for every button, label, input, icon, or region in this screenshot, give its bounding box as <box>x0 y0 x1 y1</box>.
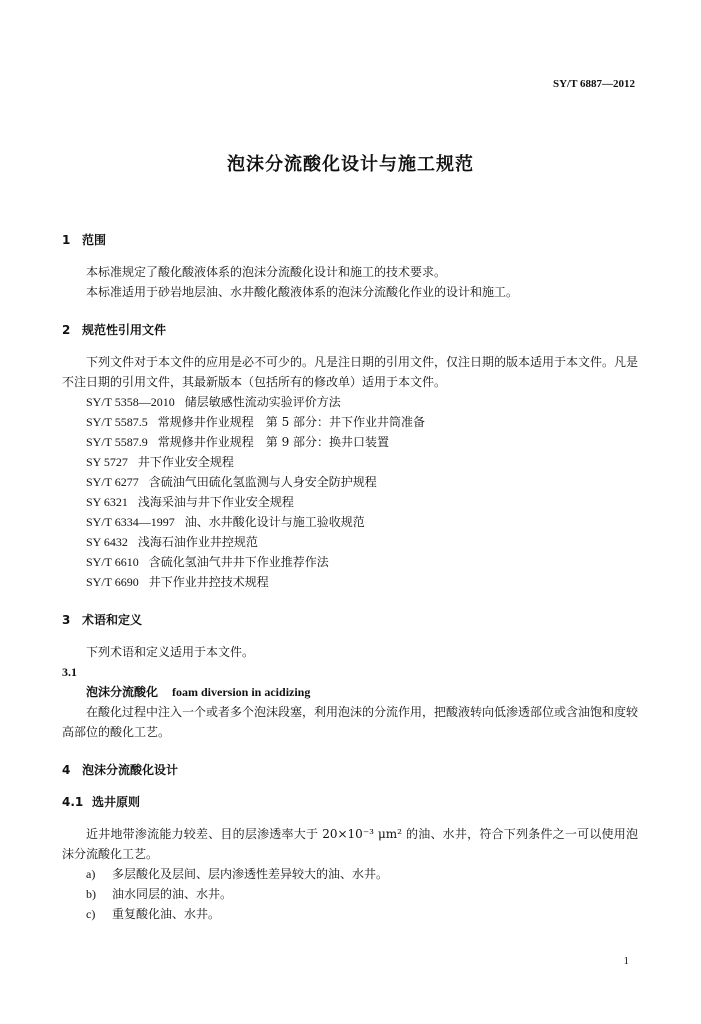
section-number: 4 <box>62 763 71 777</box>
reference-title: 油、水井酸化设计与施工验收规范 <box>184 515 365 529</box>
term-entry <box>62 682 638 702</box>
reference-item <box>62 472 638 492</box>
reference-item <box>62 412 638 432</box>
reference-code: SY/T 6277 <box>86 475 139 489</box>
standard-code: SY/T 6887—2012 <box>552 78 635 90</box>
reference-code: SY/T 5358—2010 <box>86 395 175 409</box>
reference-code: SY/T 5587.5 <box>86 415 148 429</box>
reference-code: SY 6321 <box>86 495 128 509</box>
term-definition: 在酸化过程中注入一个或者多个泡沫段塞，利用泡沫的分流作用，把酸液转向低渗透部位或含油饱和度较高部位的酸化工艺。 <box>62 705 639 739</box>
section-number: 1 <box>62 233 71 247</box>
term-number: 3.1 <box>62 665 77 679</box>
reference-item <box>62 532 638 552</box>
list-text: 多层酸化及层间、层内渗透性差异较大的油、水井。 <box>112 867 389 881</box>
reference-title: 含硫油气田硫化氢监测与人身安全防护规程 <box>148 475 377 489</box>
list-label: b) <box>86 887 96 901</box>
reference-item <box>62 452 638 472</box>
reference-code: SY/T 6690 <box>86 575 139 589</box>
list-label: a) <box>86 867 96 881</box>
section-3-heading <box>62 610 638 630</box>
section-1-heading <box>62 230 638 250</box>
section-title: 规范性引用文件 <box>82 323 167 337</box>
term-english: foam diversion in acidizing <box>172 685 311 699</box>
reference-item <box>62 432 638 452</box>
section-2-heading <box>62 320 638 340</box>
term-chinese: 泡沫分流酸化 <box>86 685 159 699</box>
reference-item <box>62 392 638 412</box>
paragraph: 近井地带渗流能力较差、目的层渗透率大于 20×10⁻³ μm² 的油、水井，符合下列条件之一可以使用泡沫分流酸化工艺。 <box>62 827 638 861</box>
reference-title: 储层敏感性流动实验评价方法 <box>184 395 341 409</box>
reference-code: SY/T 6610 <box>86 555 139 569</box>
reference-code: SY/T 6334—1997 <box>86 515 175 529</box>
section-number: 2 <box>62 323 71 337</box>
section-4-heading <box>62 760 638 780</box>
section-number: 3 <box>62 613 71 627</box>
reference-title: 浅海采油与井下作业安全规程 <box>137 495 294 509</box>
section-title: 泡沫分流酸化设计 <box>82 763 179 777</box>
subsection-number: 4.1 <box>62 795 84 809</box>
section-title: 范围 <box>82 233 107 247</box>
reference-title: 含硫化氢油气井井下作业推荐作法 <box>148 555 329 569</box>
subsection-heading <box>62 792 638 812</box>
reference-item <box>62 492 638 512</box>
subsection-title: 选井原则 <box>92 795 141 809</box>
reference-code: SY 5727 <box>86 455 128 469</box>
list-item <box>62 864 638 884</box>
section-title: 术语和定义 <box>82 613 143 627</box>
paragraph: 本标准规定了酸化酸液体系的泡沫分流酸化设计和施工的技术要求。 <box>86 265 447 279</box>
list-item <box>62 904 638 924</box>
document-body <box>62 230 638 924</box>
document-title: 泡沫分流酸化设计与施工规范 <box>227 154 474 175</box>
list-text: 重复酸化油、水井。 <box>112 907 221 921</box>
paragraph: 下列术语和定义适用于本文件。 <box>86 645 255 659</box>
reference-item <box>62 512 638 532</box>
list-text: 油水同层的油、水井。 <box>112 887 233 901</box>
reference-title: 井下作业安全规程 <box>137 455 234 469</box>
reference-code: SY 6432 <box>86 535 128 549</box>
reference-code: SY/T 5587.9 <box>86 435 148 449</box>
reference-title: 常规修井作业规程 第 9 部分：换井口装置 <box>157 435 390 449</box>
reference-title: 常规修井作业规程 第 5 部分：井下作业井筒准备 <box>157 415 426 429</box>
reference-title: 浅海石油作业井控规范 <box>137 535 258 549</box>
list-label: c) <box>86 907 96 921</box>
reference-item <box>62 552 638 572</box>
page-number: 1 <box>623 955 629 967</box>
reference-title: 井下作业井控技术规程 <box>148 575 269 589</box>
reference-item <box>62 572 638 592</box>
paragraph: 下列文件对于本文件的应用是必不可少的。凡是注日期的引用文件，仅注日期的版本适用于本文件。凡是不注日期的引用文件，其最新版本（包括所有的修改单）适用于本文件。 <box>62 355 639 389</box>
paragraph: 本标准适用于砂岩地层油、水井酸化酸液体系的泡沫分流酸化作业的设计和施工。 <box>86 285 519 299</box>
list-item <box>62 884 638 904</box>
